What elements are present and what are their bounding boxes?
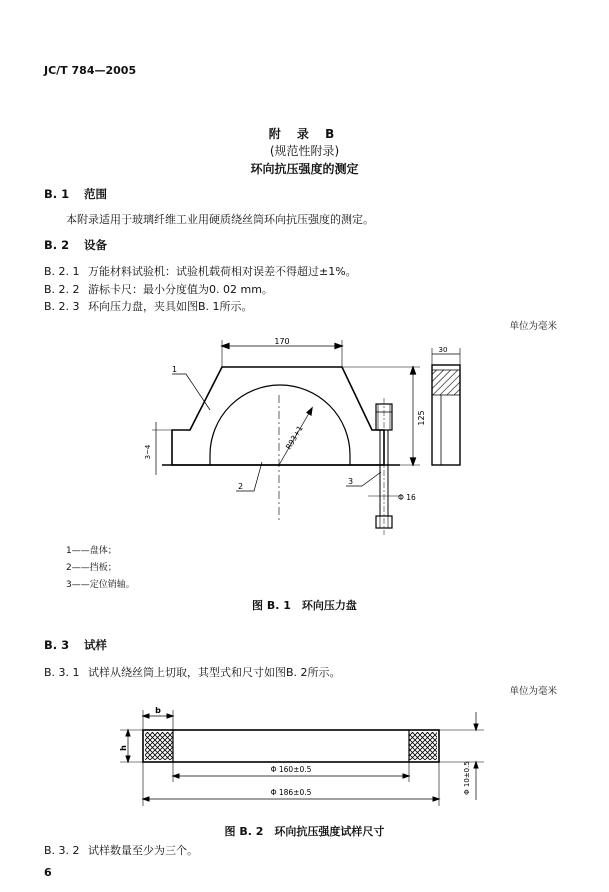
legend-item-3: 3——定位销轴。 — [66, 580, 135, 590]
legend-item-2: 2——挡板； — [66, 563, 117, 573]
callout-1: 1 — [172, 365, 178, 374]
callout-3: 3 — [348, 477, 354, 486]
dim-125: 125 — [417, 410, 426, 426]
dim-30: 30 — [438, 346, 448, 354]
clause-number: B. 2. 3 — [44, 300, 80, 313]
standard-number: JC/T 784—2005 — [44, 64, 137, 77]
legend-item-1: 1——盘体； — [66, 546, 117, 556]
clause-text: 环向压力盘，夹具如图B. 1所示。 — [88, 300, 253, 313]
figure-b2-caption: 图 B. 2 环向抗压强度试样尺寸 — [224, 825, 385, 838]
section-title: 范围 — [84, 187, 107, 201]
section-title: 试样 — [84, 638, 107, 652]
figure-b1-caption: 图 B. 1 环向压力盘 — [252, 599, 357, 612]
unit-note-2: 单位为毫米 — [509, 686, 557, 697]
appendix-type: (规范性附录) — [269, 144, 340, 158]
clause-text: 游标卡尺：最小分度值为0. 02 mm。 — [88, 283, 273, 296]
clause-number: B. 3. 1 — [44, 666, 80, 679]
dim-pin: Φ 16 — [398, 493, 416, 502]
section-b1-text: 本附录适用于玻璃纤维工业用硬质绕丝筒环向抗压强度的测定。 — [66, 213, 374, 226]
appendix-name: 环向抗压强度的测定 — [250, 162, 359, 176]
clause-number: B. 2. 1 — [44, 265, 80, 278]
dim-170: 170 — [274, 337, 290, 346]
clause-number: B. 3. 2 — [44, 844, 80, 857]
section-number: B. 3 — [44, 638, 70, 652]
clause-number: B. 2. 2 — [44, 283, 80, 296]
dim-step: 3~4 — [144, 444, 152, 460]
clause-text: 试样数量至少为三个。 — [88, 844, 198, 857]
dim-outer: Φ 186±0.5 — [270, 788, 312, 797]
section-number: B. 2 — [44, 238, 70, 252]
unit-note-1: 单位为毫米 — [509, 321, 557, 332]
clause-text: 万能材料试验机：试验机载荷相对误差不得超过±1%。 — [88, 265, 357, 278]
clause-b32 — [44, 842, 198, 858]
page-number: 6 — [44, 866, 52, 879]
section-number: B. 1 — [44, 187, 70, 201]
dim-side: Φ 10±0.5 — [463, 761, 471, 795]
clause-text: 试样从绕丝筒上切取，其型式和尺寸如图B. 2所示。 — [88, 666, 341, 679]
ring-section — [143, 730, 439, 762]
dim-radius: R93+1 — [283, 424, 305, 451]
callout-2: 2 — [238, 482, 244, 491]
dim-h: h — [119, 745, 128, 751]
section-title: 设备 — [84, 238, 107, 252]
dim-b: b — [155, 706, 161, 715]
dim-inner: Φ 160±0.5 — [270, 765, 312, 774]
appendix-title: 附 录 B — [268, 127, 341, 141]
